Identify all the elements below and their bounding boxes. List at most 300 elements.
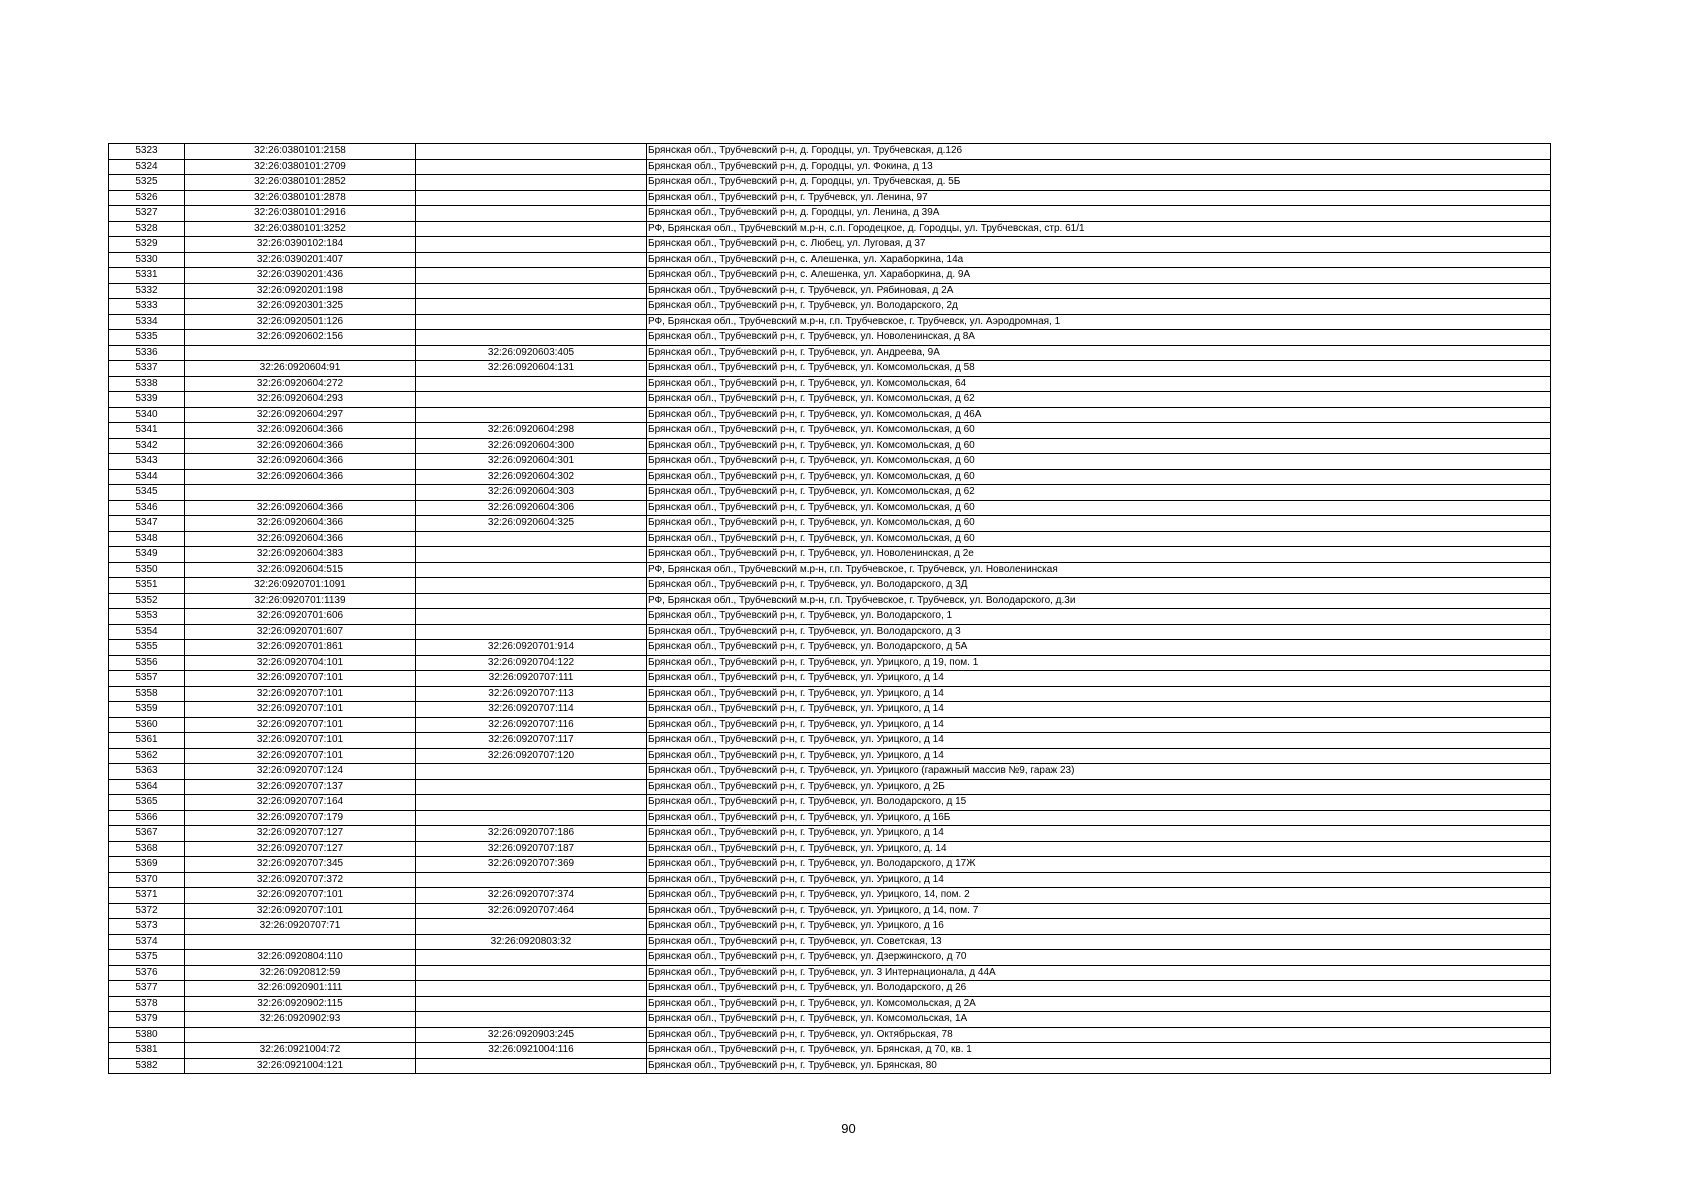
related-object-cell [416, 268, 647, 284]
cadastral-number-cell: 32:26:0920604:366 [185, 423, 416, 439]
row-number-cell: 5325 [109, 175, 185, 191]
address-cell: Брянская обл., Трубчевский р-н, г. Трубчевск, ул. Урицкого, д 14 [647, 826, 1551, 842]
cadastral-number-cell: 32:26:0920707:101 [185, 748, 416, 764]
row-number-cell: 5375 [109, 950, 185, 966]
table-row [109, 314, 1551, 330]
address-cell: Брянская обл., Трубчевский р-н, г. Трубчевск, ул. Урицкого, д 14 [647, 671, 1551, 687]
cadastral-number-cell: 32:26:0920707:345 [185, 857, 416, 873]
related-object-cell: 32:26:0920707:111 [416, 671, 647, 687]
cadastral-number-cell: 32:26:0920902:93 [185, 1012, 416, 1028]
related-object-cell: 32:26:0920707:120 [416, 748, 647, 764]
row-number-cell: 5360 [109, 717, 185, 733]
cadastral-number-cell: 32:26:0920604:272 [185, 376, 416, 392]
address-cell: Брянская обл., Трубчевский р-н, г. Трубчевск, ул. Урицкого, д 19, пом. 1 [647, 655, 1551, 671]
related-object-cell [416, 175, 647, 191]
address-cell: Брянская обл., Трубчевский р-н, г. Трубчевск, ул. Комсомольская, д 2А [647, 996, 1551, 1012]
related-object-cell: 32:26:0920604:131 [416, 361, 647, 377]
address-cell: Брянская обл., Трубчевский р-н, г. Трубчевск, ул. Урицкого, д 14 [647, 686, 1551, 702]
address-cell: Брянская обл., Трубчевский р-н, г. Трубчевск, ул. Советская, 13 [647, 934, 1551, 950]
cadastral-number-cell: 32:26:0380101:2158 [185, 144, 416, 160]
cadastral-number-cell: 32:26:0390201:436 [185, 268, 416, 284]
address-cell: Брянская обл., Трубчевский р-н, г. Трубчевск, ул. Рябиновая, д 2А [647, 283, 1551, 299]
address-cell: Брянская обл., Трубчевский р-н, г. Трубчевск, ул. Урицкого, д 14 [647, 733, 1551, 749]
table-row [109, 423, 1551, 439]
related-object-cell: 32:26:0920604:303 [416, 485, 647, 501]
related-object-cell: 32:26:0920704:122 [416, 655, 647, 671]
address-cell: Брянская обл., Трубчевский р-н, г. Трубчевск, ул. Урицкого, д 14 [647, 702, 1551, 718]
table-row [109, 934, 1551, 950]
cadastral-number-cell: 32:26:0920704:101 [185, 655, 416, 671]
row-number-cell: 5363 [109, 764, 185, 780]
cadastral-number-cell: 32:26:0920604:366 [185, 454, 416, 470]
row-number-cell: 5327 [109, 206, 185, 222]
row-number-cell: 5378 [109, 996, 185, 1012]
table-row [109, 361, 1551, 377]
row-number-cell: 5358 [109, 686, 185, 702]
address-cell: Брянская обл., Трубчевский р-н, г. Трубчевск, ул. Комсомольская, д 60 [647, 438, 1551, 454]
cadastral-number-cell: 32:26:0920604:366 [185, 500, 416, 516]
cadastral-number-cell: 32:26:0921004:121 [185, 1058, 416, 1074]
cadastral-number-cell: 32:26:0380101:2709 [185, 159, 416, 175]
address-cell: Брянская обл., Трубчевский р-н, г. Трубчевск, ул. Урицкого, 14, пом. 2 [647, 888, 1551, 904]
related-object-cell [416, 795, 647, 811]
related-object-cell [416, 221, 647, 237]
related-object-cell: 32:26:0921004:116 [416, 1043, 647, 1059]
cadastral-number-cell: 32:26:0920707:101 [185, 733, 416, 749]
related-object-cell [416, 407, 647, 423]
table-row [109, 485, 1551, 501]
related-object-cell [416, 981, 647, 997]
related-object-cell [416, 237, 647, 253]
cadastral-number-cell: 32:26:0920707:71 [185, 919, 416, 935]
related-object-cell [416, 547, 647, 563]
row-number-cell: 5364 [109, 779, 185, 795]
related-object-cell: 32:26:0920604:325 [416, 516, 647, 532]
related-object-cell [416, 965, 647, 981]
related-object-cell [416, 531, 647, 547]
address-cell: Брянская обл., Трубчевский р-н, д. Городцы, ул. Трубчевская, д.126 [647, 144, 1551, 160]
row-number-cell: 5369 [109, 857, 185, 873]
row-number-cell: 5359 [109, 702, 185, 718]
table-row [109, 640, 1551, 656]
row-number-cell: 5350 [109, 562, 185, 578]
row-number-cell: 5351 [109, 578, 185, 594]
address-cell: Брянская обл., Трубчевский р-н, г. Трубчевск, ул. Володарского, д 5А [647, 640, 1551, 656]
table-row [109, 919, 1551, 935]
row-number-cell: 5324 [109, 159, 185, 175]
cadastral-number-cell: 32:26:0920701:607 [185, 624, 416, 640]
cadastral-number-cell: 32:26:0920201:198 [185, 283, 416, 299]
related-object-cell: 32:26:0920707:186 [416, 826, 647, 842]
table-row [109, 748, 1551, 764]
address-cell: Брянская обл., Трубчевский р-н, г. Трубчевск, ул. Володарского, 2д [647, 299, 1551, 315]
table-row [109, 206, 1551, 222]
table-row [109, 717, 1551, 733]
cadastral-number-cell: 32:26:0920812:59 [185, 965, 416, 981]
row-number-cell: 5361 [109, 733, 185, 749]
address-cell: Брянская обл., Трубчевский р-н, г. Трубчевск, ул. Урицкого (гаражный массив №9, гараж 23) [647, 764, 1551, 780]
table-row [109, 268, 1551, 284]
address-cell: Брянская обл., Трубчевский р-н, г. Трубчевск, ул. Комсомольская, д 60 [647, 469, 1551, 485]
address-cell: Брянская обл., Трубчевский р-н, г. Трубчевск, ул. Володарского, д 3 [647, 624, 1551, 640]
cadastral-number-cell: 32:26:0390201:407 [185, 252, 416, 268]
address-cell: Брянская обл., Трубчевский р-н, г. Трубчевск, ул. Урицкого, д. 14 [647, 841, 1551, 857]
table-row [109, 702, 1551, 718]
address-cell: Брянская обл., Трубчевский р-н, г. Трубчевск, ул. Комсомольская, д 60 [647, 423, 1551, 439]
related-object-cell: 32:26:0920604:300 [416, 438, 647, 454]
table-row [109, 531, 1551, 547]
row-number-cell: 5366 [109, 810, 185, 826]
related-object-cell: 32:26:0920707:114 [416, 702, 647, 718]
related-object-cell: 32:26:0920803:32 [416, 934, 647, 950]
related-object-cell: 32:26:0920903:245 [416, 1027, 647, 1043]
row-number-cell: 5380 [109, 1027, 185, 1043]
table-row [109, 175, 1551, 191]
row-number-cell: 5335 [109, 330, 185, 346]
cadastral-number-cell: 32:26:0920701:1139 [185, 593, 416, 609]
cadastral-number-cell: 32:26:0920604:366 [185, 469, 416, 485]
row-number-cell: 5352 [109, 593, 185, 609]
address-cell: Брянская обл., Трубчевский р-н, г. Трубчевск, ул. Брянская, д 70, кв. 1 [647, 1043, 1551, 1059]
address-cell: Брянская обл., Трубчевский р-н, г. Трубчевск, ул. Комсомольская, д 60 [647, 454, 1551, 470]
related-object-cell: 32:26:0920701:914 [416, 640, 647, 656]
row-number-cell: 5354 [109, 624, 185, 640]
table-row [109, 733, 1551, 749]
table-row [109, 624, 1551, 640]
cadastral-number-cell: 32:26:0920604:293 [185, 392, 416, 408]
address-cell: Брянская обл., Трубчевский р-н, г. Трубчевск, ул. Володарского, д 26 [647, 981, 1551, 997]
address-cell: Брянская обл., Трубчевский р-н, с. Любец, ул. Луговая, д 37 [647, 237, 1551, 253]
row-number-cell: 5338 [109, 376, 185, 392]
row-number-cell: 5356 [109, 655, 185, 671]
row-number-cell: 5345 [109, 485, 185, 501]
cadastral-number-cell: 32:26:0920707:372 [185, 872, 416, 888]
cadastral-number-cell: 32:26:0920604:366 [185, 438, 416, 454]
address-cell: Брянская обл., Трубчевский р-н, г. Трубчевск, ул. Урицкого, д 2Б [647, 779, 1551, 795]
cadastral-number-cell [185, 345, 416, 361]
table-row [109, 299, 1551, 315]
cadastral-number-cell: 32:26:0920707:101 [185, 903, 416, 919]
address-cell: Брянская обл., Трубчевский р-н, г. Трубчевск, ул. Урицкого, д 14 [647, 872, 1551, 888]
row-number-cell: 5376 [109, 965, 185, 981]
address-cell: Брянская обл., Трубчевский р-н, с. Алешенка, ул. Хараборкина, 14а [647, 252, 1551, 268]
address-cell: Брянская обл., Трубчевский р-н, г. Трубчевск, ул. Комсомольская, 1А [647, 1012, 1551, 1028]
related-object-cell: 32:26:0920603:405 [416, 345, 647, 361]
cadastral-number-cell: 32:26:0920707:179 [185, 810, 416, 826]
table-row [109, 810, 1551, 826]
table-row [109, 857, 1551, 873]
related-object-cell [416, 872, 647, 888]
table-row [109, 578, 1551, 594]
row-number-cell: 5331 [109, 268, 185, 284]
address-cell: Брянская обл., Трубчевский р-н, г. Трубчевск, ул. Урицкого, д 14 [647, 748, 1551, 764]
row-number-cell: 5355 [109, 640, 185, 656]
address-cell: Брянская обл., Трубчевский р-н, г. Трубчевск, ул. Дзержинского, д 70 [647, 950, 1551, 966]
row-number-cell: 5346 [109, 500, 185, 516]
related-object-cell: 32:26:0920707:464 [416, 903, 647, 919]
row-number-cell: 5367 [109, 826, 185, 842]
cadastral-number-cell [185, 485, 416, 501]
address-cell: РФ, Брянская обл., Трубчевский м.р-н, г.п. Трубчевское, г. Трубчевск, ул. Аэродромная, 1 [647, 314, 1551, 330]
table-row [109, 1058, 1551, 1074]
table-row [109, 655, 1551, 671]
cadastral-number-cell: 32:26:0920707:101 [185, 888, 416, 904]
related-object-cell [416, 609, 647, 625]
row-number-cell: 5342 [109, 438, 185, 454]
cadastral-number-cell: 32:26:0920602:156 [185, 330, 416, 346]
table-row [109, 376, 1551, 392]
related-object-cell [416, 392, 647, 408]
table-row [109, 965, 1551, 981]
row-number-cell: 5382 [109, 1058, 185, 1074]
cadastral-number-cell: 32:26:0380101:2916 [185, 206, 416, 222]
table-row [109, 547, 1551, 563]
table-row [109, 996, 1551, 1012]
registry-table-body [109, 144, 1551, 1074]
table-row [109, 454, 1551, 470]
row-number-cell: 5339 [109, 392, 185, 408]
table-row [109, 500, 1551, 516]
address-cell: Брянская обл., Трубчевский р-н, д. Городцы, ул. Трубчевская, д. 5Б [647, 175, 1551, 191]
related-object-cell [416, 314, 647, 330]
related-object-cell [416, 624, 647, 640]
cadastral-number-cell: 32:26:0920804:110 [185, 950, 416, 966]
related-object-cell [416, 190, 647, 206]
cadastral-number-cell: 32:26:0920501:126 [185, 314, 416, 330]
table-row [109, 237, 1551, 253]
cadastral-number-cell: 32:26:0920901:111 [185, 981, 416, 997]
table-row [109, 888, 1551, 904]
table-row [109, 562, 1551, 578]
address-cell: Брянская обл., Трубчевский р-н, г. Трубчевск, ул. Октябрьская, 78 [647, 1027, 1551, 1043]
table-row [109, 903, 1551, 919]
row-number-cell: 5332 [109, 283, 185, 299]
related-object-cell: 32:26:0920707:369 [416, 857, 647, 873]
cadastral-number-cell: 32:26:0920707:164 [185, 795, 416, 811]
address-cell: Брянская обл., Трубчевский р-н, г. Трубчевск, ул. Комсомольская, д 60 [647, 500, 1551, 516]
cadastral-number-cell: 32:26:0920701:606 [185, 609, 416, 625]
row-number-cell: 5326 [109, 190, 185, 206]
related-object-cell [416, 950, 647, 966]
row-number-cell: 5330 [109, 252, 185, 268]
cadastral-number-cell: 32:26:0380101:2878 [185, 190, 416, 206]
row-number-cell: 5323 [109, 144, 185, 160]
cadastral-number-cell: 32:26:0380101:2852 [185, 175, 416, 191]
address-cell: Брянская обл., Трубчевский р-н, г. Трубчевск, ул. Володарского, д 17Ж [647, 857, 1551, 873]
related-object-cell: 32:26:0920707:113 [416, 686, 647, 702]
row-number-cell: 5344 [109, 469, 185, 485]
address-cell: Брянская обл., Трубчевский р-н, г. Трубчевск, ул. Комсомольская, д 62 [647, 392, 1551, 408]
row-number-cell: 5374 [109, 934, 185, 950]
address-cell: Брянская обл., Трубчевский р-н, г. Трубчевск, ул. Комсомольская, д 60 [647, 516, 1551, 532]
address-cell: Брянская обл., Трубчевский р-н, г. Трубчевск, ул. Комсомольская, д 58 [647, 361, 1551, 377]
table-row [109, 609, 1551, 625]
row-number-cell: 5377 [109, 981, 185, 997]
table-row [109, 841, 1551, 857]
cadastral-number-cell: 32:26:0920604:383 [185, 547, 416, 563]
address-cell: Брянская обл., Трубчевский р-н, г. Трубчевск, ул. Комсомольская, д 62 [647, 485, 1551, 501]
related-object-cell: 32:26:0920604:301 [416, 454, 647, 470]
row-number-cell: 5379 [109, 1012, 185, 1028]
table-row [109, 392, 1551, 408]
related-object-cell [416, 144, 647, 160]
related-object-cell [416, 206, 647, 222]
row-number-cell: 5347 [109, 516, 185, 532]
row-number-cell: 5343 [109, 454, 185, 470]
row-number-cell: 5365 [109, 795, 185, 811]
registry-table [108, 143, 1551, 1074]
related-object-cell [416, 593, 647, 609]
address-cell: Брянская обл., Трубчевский р-н, с. Алешенка, ул. Хараборкина, д. 9А [647, 268, 1551, 284]
cadastral-number-cell: 32:26:0920604:515 [185, 562, 416, 578]
table-row [109, 1012, 1551, 1028]
related-object-cell [416, 562, 647, 578]
table-row [109, 252, 1551, 268]
table-row [109, 1043, 1551, 1059]
address-cell: Брянская обл., Трубчевский р-н, г. Трубчевск, ул. Володарского, 1 [647, 609, 1551, 625]
address-cell: РФ, Брянская обл., Трубчевский м.р-н, с.п. Городецкое, д. Городцы, ул. Трубчевская, стр. 61/1 [647, 221, 1551, 237]
address-cell: Брянская обл., Трубчевский р-н, г. Трубчевск, ул. Урицкого, д 14, пом. 7 [647, 903, 1551, 919]
address-cell: РФ, Брянская обл., Трубчевский м.р-н, г.п. Трубчевское, г. Трубчевск, ул. Новоленинская [647, 562, 1551, 578]
address-cell: Брянская обл., Трубчевский р-н, г. Трубчевск, ул. Володарского, д 3Д [647, 578, 1551, 594]
table-row [109, 330, 1551, 346]
table-row [109, 872, 1551, 888]
cadastral-number-cell: 32:26:0920707:124 [185, 764, 416, 780]
row-number-cell: 5362 [109, 748, 185, 764]
related-object-cell [416, 283, 647, 299]
related-object-cell [416, 764, 647, 780]
cadastral-number-cell: 32:26:0920707:127 [185, 826, 416, 842]
table-row [109, 795, 1551, 811]
row-number-cell: 5348 [109, 531, 185, 547]
address-cell: Брянская обл., Трубчевский р-н, г. Трубчевск, ул. Ленина, 97 [647, 190, 1551, 206]
related-object-cell [416, 376, 647, 392]
cadastral-number-cell: 32:26:0920707:101 [185, 686, 416, 702]
cadastral-number-cell: 32:26:0920707:101 [185, 702, 416, 718]
row-number-cell: 5372 [109, 903, 185, 919]
related-object-cell: 32:26:0920707:187 [416, 841, 647, 857]
cadastral-number-cell: 32:26:0920707:137 [185, 779, 416, 795]
row-number-cell: 5368 [109, 841, 185, 857]
cadastral-number-cell [185, 934, 416, 950]
cadastral-number-cell: 32:26:0920604:297 [185, 407, 416, 423]
row-number-cell: 5357 [109, 671, 185, 687]
table-row [109, 686, 1551, 702]
cadastral-number-cell: 32:26:0920701:861 [185, 640, 416, 656]
table-row [109, 190, 1551, 206]
cadastral-number-cell: 32:26:0920701:1091 [185, 578, 416, 594]
related-object-cell: 32:26:0920707:117 [416, 733, 647, 749]
cadastral-number-cell [185, 1027, 416, 1043]
cadastral-number-cell: 32:26:0390102:184 [185, 237, 416, 253]
row-number-cell: 5329 [109, 237, 185, 253]
row-number-cell: 5333 [109, 299, 185, 315]
related-object-cell: 32:26:0920707:374 [416, 888, 647, 904]
table-row [109, 159, 1551, 175]
address-cell: Брянская обл., Трубчевский р-н, г. Трубчевск, ул. Володарского, д 15 [647, 795, 1551, 811]
related-object-cell: 32:26:0920604:302 [416, 469, 647, 485]
related-object-cell [416, 159, 647, 175]
address-cell: Брянская обл., Трубчевский р-н, г. Трубчевск, ул. Брянская, 80 [647, 1058, 1551, 1074]
table-row [109, 345, 1551, 361]
related-object-cell: 32:26:0920604:306 [416, 500, 647, 516]
table-row [109, 981, 1551, 997]
address-cell: Брянская обл., Трубчевский р-н, г. Трубчевск, ул. Андреева, 9А [647, 345, 1551, 361]
related-object-cell [416, 996, 647, 1012]
address-cell: Брянская обл., Трубчевский р-н, г. Трубчевск, ул. Урицкого, д 16Б [647, 810, 1551, 826]
related-object-cell [416, 578, 647, 594]
row-number-cell: 5341 [109, 423, 185, 439]
related-object-cell [416, 330, 647, 346]
table-row [109, 826, 1551, 842]
related-object-cell [416, 810, 647, 826]
cadastral-number-cell: 32:26:0920707:127 [185, 841, 416, 857]
row-number-cell: 5353 [109, 609, 185, 625]
related-object-cell [416, 299, 647, 315]
row-number-cell: 5349 [109, 547, 185, 563]
row-number-cell: 5334 [109, 314, 185, 330]
table-row [109, 469, 1551, 485]
table-row [109, 144, 1551, 160]
cadastral-number-cell: 32:26:0920301:325 [185, 299, 416, 315]
address-cell: Брянская обл., Трубчевский р-н, г. Трубчевск, ул. Комсомольская, 64 [647, 376, 1551, 392]
row-number-cell: 5373 [109, 919, 185, 935]
related-object-cell [416, 252, 647, 268]
address-cell: Брянская обл., Трубчевский р-н, г. Трубчевск, ул. Комсомольская, д 46А [647, 407, 1551, 423]
address-cell: Брянская обл., Трубчевский р-н, г. Трубчевск, ул. Новоленинская, д 8А [647, 330, 1551, 346]
related-object-cell [416, 779, 647, 795]
related-object-cell [416, 1012, 647, 1028]
page-number: 90 [841, 1121, 856, 1136]
cadastral-number-cell: 32:26:0921004:72 [185, 1043, 416, 1059]
cadastral-number-cell: 32:26:0920604:366 [185, 516, 416, 532]
table-row [109, 221, 1551, 237]
cadastral-number-cell: 32:26:0920604:91 [185, 361, 416, 377]
table-row [109, 764, 1551, 780]
row-number-cell: 5337 [109, 361, 185, 377]
related-object-cell [416, 919, 647, 935]
address-cell: РФ, Брянская обл., Трубчевский м.р-н, г.п. Трубчевское, г. Трубчевск, ул. Володарского, д.3и [647, 593, 1551, 609]
table-row [109, 283, 1551, 299]
address-cell: Брянская обл., Трубчевский р-н, г. Трубчевск, ул. Новоленинская, д 2е [647, 547, 1551, 563]
row-number-cell: 5370 [109, 872, 185, 888]
related-object-cell: 32:26:0920707:116 [416, 717, 647, 733]
table-row [109, 407, 1551, 423]
related-object-cell [416, 1058, 647, 1074]
table-row [109, 593, 1551, 609]
cadastral-number-cell: 32:26:0920707:101 [185, 671, 416, 687]
table-row [109, 1027, 1551, 1043]
table-row [109, 438, 1551, 454]
row-number-cell: 5381 [109, 1043, 185, 1059]
cadastral-number-cell: 32:26:0920902:115 [185, 996, 416, 1012]
address-cell: Брянская обл., Трубчевский р-н, д. Городцы, ул. Фокина, д 13 [647, 159, 1551, 175]
row-number-cell: 5336 [109, 345, 185, 361]
row-number-cell: 5340 [109, 407, 185, 423]
table-row [109, 779, 1551, 795]
address-cell: Брянская обл., Трубчевский р-н, г. Трубчевск, ул. 3 Интернационала, д 44А [647, 965, 1551, 981]
cadastral-number-cell: 32:26:0920707:101 [185, 717, 416, 733]
address-cell: Брянская обл., Трубчевский р-н, д. Городцы, ул. Ленина, д 39А [647, 206, 1551, 222]
row-number-cell: 5328 [109, 221, 185, 237]
related-object-cell: 32:26:0920604:298 [416, 423, 647, 439]
address-cell: Брянская обл., Трубчевский р-н, г. Трубчевск, ул. Урицкого, д 16 [647, 919, 1551, 935]
address-cell: Брянская обл., Трубчевский р-н, г. Трубчевск, ул. Урицкого, д 14 [647, 717, 1551, 733]
address-cell: Брянская обл., Трубчевский р-н, г. Трубчевск, ул. Комсомольская, д 60 [647, 531, 1551, 547]
cadastral-number-cell: 32:26:0380101:3252 [185, 221, 416, 237]
cadastral-number-cell: 32:26:0920604:366 [185, 531, 416, 547]
table-row [109, 950, 1551, 966]
